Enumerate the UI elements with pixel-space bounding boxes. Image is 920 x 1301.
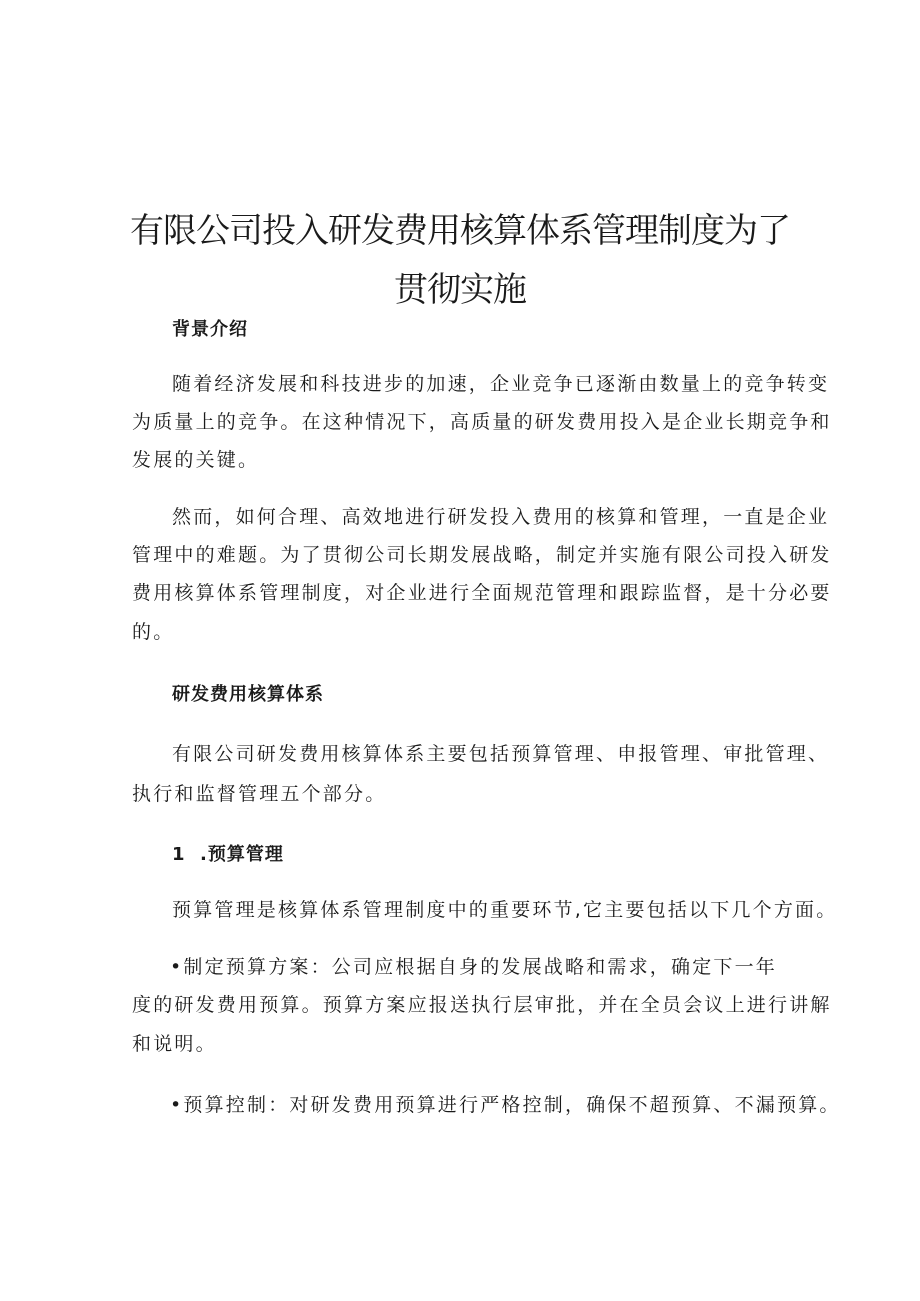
paragraph-line: 度的研发费用预算。预算方案应报送执行层审批，并在全员会议上进行讲解 (132, 994, 832, 1016)
paragraph-line: 有限公司研发费用核算体系主要包括预算管理、申报管理、审批管理、 (172, 743, 830, 765)
bullet-line: •制定预算方案：公司应根据自身的发展战略和需求，确定下一年 (170, 956, 778, 978)
paragraph-line: 管理中的难题。为了贯彻公司长期发展战略，制定并实施有限公司投入研发 (132, 544, 832, 566)
paragraph-line: 执行和监督管理五个部分。 (132, 783, 387, 805)
section-heading-rd-system: 研发费用核算体系 (172, 684, 324, 705)
section-heading-budget: 1 .预算管理 (172, 844, 284, 865)
paragraph-line: 的。 (132, 621, 175, 643)
document-title-line-2: 贯彻实施 (394, 270, 526, 310)
paragraph-line: 然而，如何合理、高效地进行研发投入费用的核算和管理，一直是企业 (172, 506, 830, 528)
paragraph-line: 随着经济发展和科技进步的加速，企业竞争已逐渐由数量上的竞争转变 (172, 373, 830, 395)
paragraph-line: 费用核算体系管理制度，对企业进行全面规范管理和跟踪监督，是十分必要 (132, 582, 832, 604)
paragraph-line: 和说明。 (132, 1033, 217, 1055)
paragraph-line: 发展的关键。 (132, 449, 260, 471)
bullet-line: •预算控制：对研发费用预算进行严格控制，确保不超预算、不漏预算。 (170, 1094, 841, 1116)
paragraph-line: 预算管理是核算体系管理制度中的重要环节,它主要包括以下几个方面。 (172, 899, 838, 921)
section-heading-background: 背景介绍 (172, 319, 248, 340)
paragraph-line: 为质量上的竞争。在这种情况下，高质量的研发费用投入是企业长期竞争和 (132, 411, 832, 433)
document-title-line-1: 有限公司投入研发费用核算体系管理制度为了 (130, 211, 790, 251)
